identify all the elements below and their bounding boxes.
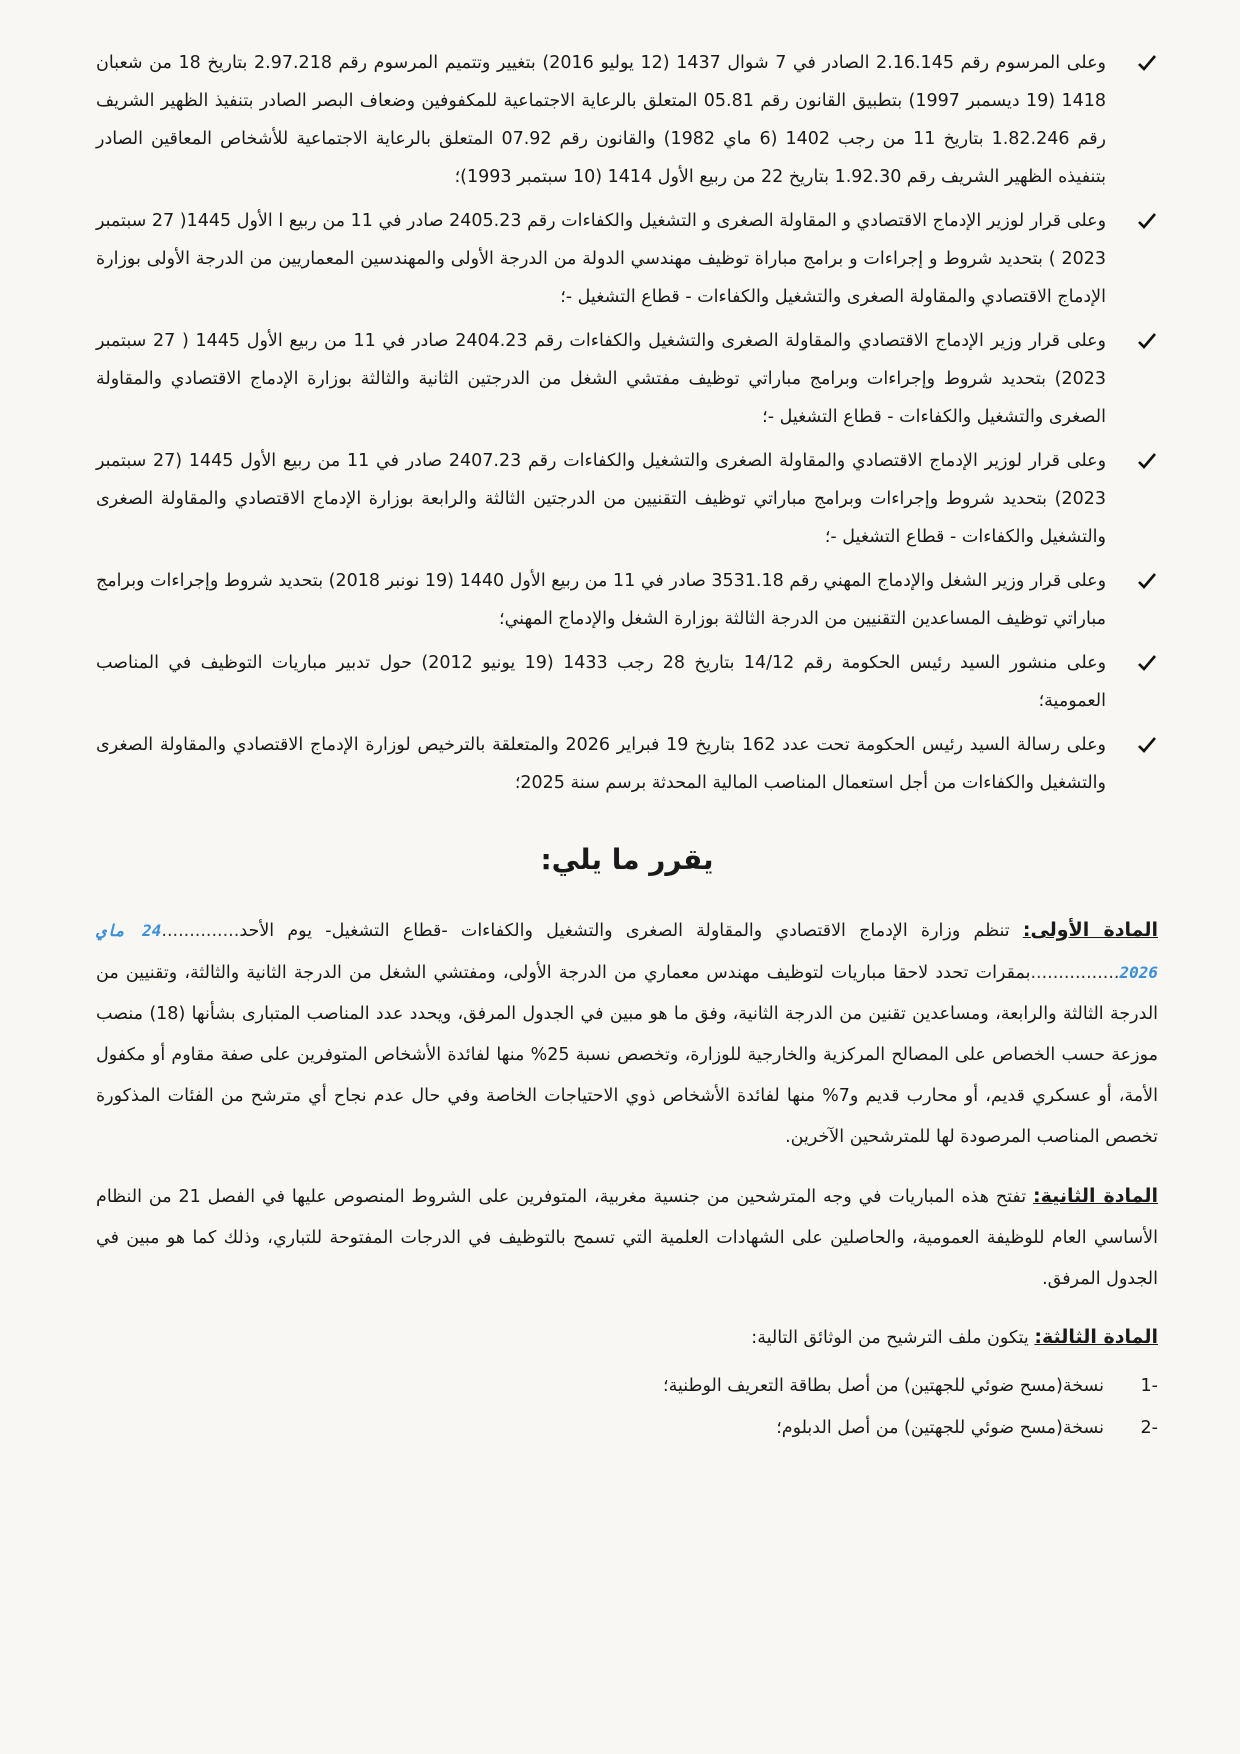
article-1: [96, 910, 1158, 1158]
list-number: -1: [1140, 1376, 1158, 1396]
consideration-item: [96, 726, 1158, 802]
consideration-item: [96, 442, 1158, 556]
consideration-item: [96, 644, 1158, 720]
consideration-text: وعلى قرار وزير الشغل والإدماج المهني رقم 3531.18 صادر في 11 من ربيع الأول 1440 (19 نونبر 2018) بتحديد شروط وإجراءات وبرامج مباراتي توظيف المساعدين التقنيين من الدرجة الثالثة بوزارة الشغل والإدماج المهني؛: [96, 571, 1107, 629]
consideration-item: [96, 44, 1158, 196]
required-documents-list: [96, 1365, 1158, 1449]
consideration-text: وعلى قرار لوزير الإدماج الاقتصادي و المقاولة الصغرى و التشغيل والكفاءات رقم 2405.23 صادر في 11 من ربيع ا الأول 1445( 27 سبتمبر 2023 ) بتحديد شروط و إجراءات و برامج مباراة توظيف مهندسي الدولة من الدرجة الأولى والمهندسين المعماريين من الدرجة الأولى بوزارة الإدماج الاقتصادي والمقاولة الصغرى والتشغيل والكفاءات - قطاع التشغيل -؛: [96, 211, 1107, 307]
article-1-text-after-date: بمقرات تحدد لاحقا مباريات لتوظيف مهندس معماري من الدرجة الأولى، ومفتشي الشغل من الدرجة الثانية والثالثة، وتقنيين من الدرجة الثالثة والرابعة، ومساعدين تقنين من الدرجة الثانية، وفق ما هو مبين في الجدول المرفق، ويحدد عدد المناصب المتبارى بشأنها (18) منصب موزعة حسب الخصاص على المصالح المركزية والخارجية للوزارة، وتخصص نسبة 25% منها لفائدة الأشخاص المتوفرين على صفة مقاوم أو مكفول الأمة، أو عسكري قديم، أو محارب قديم و7% منها لفائدة الأشخاص ذوي الاحتياجات الخاصة وفي حال عدم نجاح أي مترشح من الفئات المذكورة تخصص المناصب المرصودة لها للمترشحين الآخرين.: [96, 963, 1159, 1147]
article-2-text: تفتح هذه المباريات في وجه المترشحين من جنسية مغربية، المتوفرين على الشروط المنصوص عليها في الفصل 21 من النظام الأساسي العام للوظيفة العمومية، والحاصلين على الشهادات العلمية التي تسمح بالتوظيف في الدرجات المفتوحة للتباري، وذلك كما هو مبين في الجدول المرفق.: [96, 1186, 1158, 1289]
check-icon: [1136, 448, 1158, 470]
article-3-text: يتكون ملف الترشيح من الوثائق التالية:: [751, 1328, 1035, 1348]
check-icon: [1136, 568, 1158, 590]
list-number: -2: [1140, 1418, 1158, 1438]
considerations-list: [96, 44, 1158, 802]
consideration-text: وعلى قرار لوزير الإدماج الاقتصادي والمقاولة الصغرى والتشغيل والكفاءات رقم 2407.23 صادر في 11 من ربيع الأول 1445 (27 سبتمبر 2023) بتحديد شروط وإجراءات وبرامج مباراتي توظيف التقنيين من الدرجتين الثالثة والرابعة بوزارة الإدماج الاقتصادي والمقاولة الصغرى والتشغيل والكفاءات - قطاع التشغيل -؛: [96, 451, 1107, 547]
consideration-item: [96, 322, 1158, 436]
check-icon: [1136, 732, 1158, 754]
check-icon: [1136, 328, 1158, 350]
required-document-item: [96, 1407, 1158, 1449]
check-icon: [1136, 650, 1158, 672]
article-3: [96, 1317, 1158, 1359]
list-text: نسخة(مسح ضوئي للجهتين) من أصل الدبلوم؛: [776, 1418, 1104, 1438]
article-1-text-before-date: تنظم وزارة الإدماج الاقتصادي والمقاولة الصغرى والتشغيل والكفاءات -قطاع التشغيل- يوم الأحد: [239, 921, 1023, 941]
article-2: [96, 1176, 1158, 1300]
stamped-date: 24 ماي 2026: [96, 921, 1158, 982]
dotted-leader: ..............: [161, 921, 240, 941]
decision-title: يقرر ما يلي:: [540, 843, 714, 876]
consideration-item: [96, 562, 1158, 638]
dotted-leader: ................: [1030, 963, 1120, 983]
article-1-label: المادة الأولى:: [1022, 919, 1158, 941]
consideration-text: وعلى منشور السيد رئيس الحكومة رقم 14/12 بتاريخ 28 رجب 1433 (19 يونيو 2012) حول تدبير مباريات التوظيف في المناصب العمومية؛: [96, 653, 1107, 711]
consideration-text: وعلى قرار وزير الإدماج الاقتصادي والمقاولة الصغرى والتشغيل والكفاءات رقم 2404.23 صادر في 11 من ربيع الأول 1445 ( 27 سبتمبر 2023) بتحديد شروط وإجراءات وبرامج مباراتي توظيف مفتشي الشغل من الدرجتين الثانية والثالثة بوزارة الإدماج الاقتصادي والمقاولة الصغرى والتشغيل والكفاءات - قطاع التشغيل -؛: [96, 331, 1107, 427]
check-icon: [1136, 50, 1158, 72]
consideration-item: [96, 202, 1158, 316]
required-document-item: [96, 1365, 1158, 1407]
list-text: نسخة(مسح ضوئي للجهتين) من أصل بطاقة التعريف الوطنية؛: [663, 1376, 1104, 1396]
consideration-text: وعلى المرسوم رقم 2.16.145 الصادر في 7 شوال 1437 (12 يوليو 2016) بتغيير وتتميم المرسوم رقم 2.97.218 بتاريخ 18 من شعبان 1418 (19 ديسمبر 1997) بتطبيق القانون رقم 05.81 المتعلق بالرعاية الاجتماعية للمكفوفين وضعاف البصر الصادر بتنفيذ الظهير الشريف رقم 1.82.246 بتاريخ 11 من رجب 1402 (6 ماي 1982) والقانون رقم 07.92 المتعلق بالرعاية الاجتماعية للأشخاص المعاقين الصادر بتنفيذه الظهير الشريف رقم 1.92.30 بتاريخ 22 من ربيع الأول 1414 (10 سبتمبر 1993)؛: [96, 53, 1107, 187]
article-3-label: المادة الثالثة:: [1034, 1326, 1158, 1348]
consideration-text: وعلى رسالة السيد رئيس الحكومة تحت عدد 162 بتاريخ 19 فبراير 2026 والمتعلقة بالترخيص لوزارة الإدماج الاقتصادي والمقاولة الصغرى والتشغيل والكفاءات من أجل استعمال المناصب المالية المحدثة برسم سنة 2025؛: [96, 735, 1106, 793]
check-icon: [1136, 208, 1158, 230]
article-2-label: المادة الثانية:: [1033, 1184, 1158, 1207]
